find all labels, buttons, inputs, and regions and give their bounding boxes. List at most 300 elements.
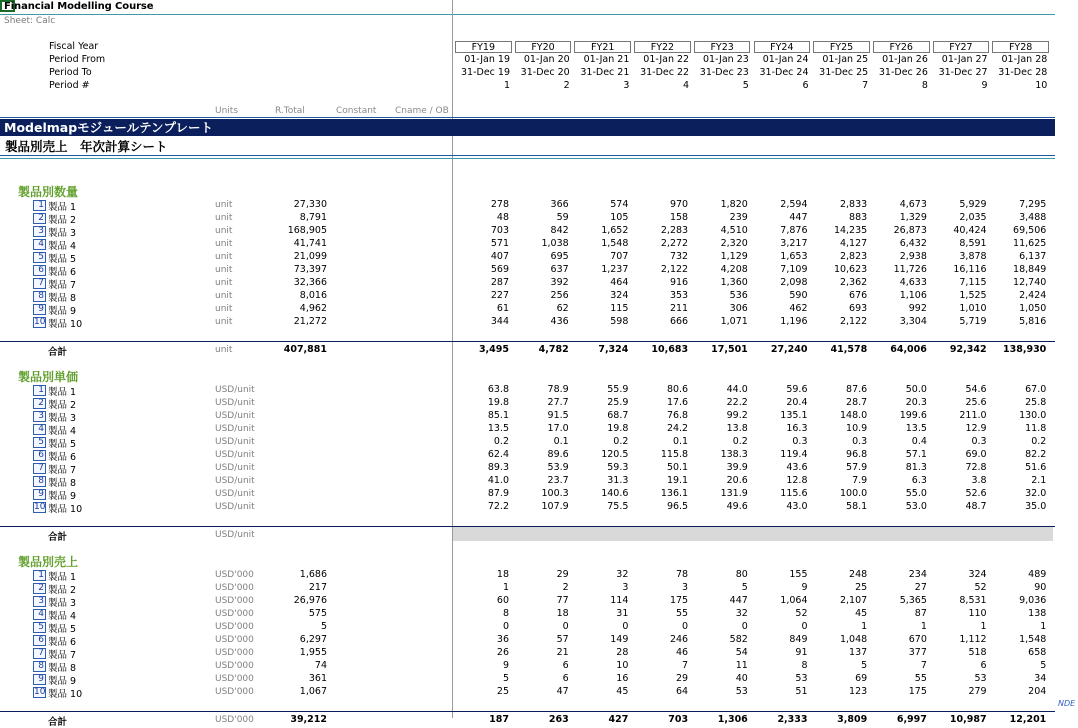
- value-cell: 81.3: [905, 462, 927, 473]
- value-cell: 377: [908, 647, 927, 658]
- value-cell: 25: [855, 582, 868, 593]
- row-index-cell: 9: [33, 674, 46, 685]
- value-cell: 3,217: [780, 238, 808, 249]
- value-cell: 105: [610, 212, 629, 223]
- value-cell: 883: [849, 212, 868, 223]
- value-cell: 637: [550, 264, 569, 275]
- value-cell: 0: [741, 621, 748, 632]
- period-to-cell: 31-Dec 23: [699, 67, 749, 78]
- row-total-cell: 575: [308, 608, 327, 619]
- product-name-cell: 製品 1: [48, 387, 77, 398]
- sum-value-cell: 10,683: [651, 344, 689, 355]
- row-total-cell: 32,366: [293, 277, 327, 288]
- value-cell: 13.5: [905, 423, 927, 434]
- product-name-cell: 製品 2: [48, 585, 77, 596]
- product-name-cell: 製品 2: [48, 215, 77, 226]
- value-cell: 32: [735, 608, 748, 619]
- value-cell: 204: [1028, 686, 1047, 697]
- value-cell: 29: [556, 569, 569, 580]
- value-cell: 76.8: [666, 410, 689, 421]
- row-total-cell: 27,330: [293, 199, 327, 210]
- value-cell: 53.0: [905, 501, 927, 512]
- value-cell: 1,329: [899, 212, 927, 223]
- sum-value-cell: 17,501: [711, 344, 748, 355]
- value-cell: 0.2: [1031, 436, 1047, 447]
- value-cell: 0: [502, 621, 509, 632]
- value-cell: 0.2: [493, 436, 509, 447]
- value-cell: 703: [490, 225, 509, 236]
- value-cell: 3,878: [959, 251, 987, 262]
- fiscal-year-label: Fiscal Year: [49, 41, 99, 52]
- value-cell: 227: [490, 290, 509, 301]
- row-index-cell: 6: [33, 265, 46, 276]
- value-cell: 6: [562, 673, 569, 684]
- fiscal-year-header: FY28: [992, 41, 1049, 53]
- period-num-cell: 8: [921, 80, 928, 91]
- value-cell: 1,112: [959, 634, 987, 645]
- value-cell: 16.3: [786, 423, 808, 434]
- fiscal-year-header: FY22: [634, 41, 691, 53]
- value-cell: 5: [502, 673, 509, 684]
- row-index-cell: 3: [33, 226, 46, 237]
- value-cell: 82.2: [1025, 449, 1047, 460]
- value-cell: 2,122: [839, 316, 868, 327]
- value-cell: 51.6: [1025, 462, 1047, 473]
- value-cell: 3,304: [899, 316, 927, 327]
- row-total-cell: 74: [314, 660, 327, 671]
- product-name-cell: 製品 9: [48, 306, 77, 317]
- product-name-cell: 製品 8: [48, 293, 77, 304]
- value-cell: 0: [622, 621, 629, 632]
- period-num-cell: 5: [742, 80, 749, 91]
- value-cell: 69,506: [1013, 225, 1047, 236]
- value-cell: 5: [741, 582, 748, 593]
- value-cell: 69: [855, 673, 868, 684]
- value-cell: 49.6: [726, 501, 748, 512]
- value-cell: 50.1: [666, 462, 689, 473]
- row-index-cell: 5: [33, 622, 46, 633]
- product-name-cell: 製品 2: [48, 400, 77, 411]
- value-cell: 12.9: [965, 423, 987, 434]
- value-cell: 57.9: [846, 462, 868, 473]
- title-divider: [0, 14, 1055, 15]
- value-cell: 4,510: [720, 225, 748, 236]
- value-cell: 2,107: [839, 595, 868, 606]
- product-name-cell: 製品 4: [48, 611, 77, 622]
- value-cell: 51: [795, 686, 808, 697]
- value-cell: 211.0: [959, 410, 987, 421]
- value-cell: 666: [669, 316, 689, 327]
- value-cell: 137: [849, 647, 868, 658]
- product-name-cell: 製品 10: [48, 504, 83, 515]
- unit-cell: USD'000: [215, 583, 254, 593]
- period-from-cell: 01-Jan 25: [822, 54, 869, 65]
- product-name-cell: 製品 5: [48, 439, 77, 450]
- value-cell: 21: [556, 647, 569, 658]
- sum-value-cell: 427: [608, 714, 629, 725]
- value-cell: 4,208: [720, 264, 748, 275]
- period-to-cell: 31-Dec 20: [520, 67, 570, 78]
- product-name-cell: 製品 4: [48, 426, 77, 437]
- value-cell: 732: [669, 251, 689, 262]
- row-total-cell: 5: [320, 621, 327, 632]
- value-cell: 53: [735, 686, 748, 697]
- value-cell: 211: [669, 303, 689, 314]
- product-name-cell: 製品 8: [48, 478, 77, 489]
- value-cell: 115.6: [780, 488, 808, 499]
- sum-value-cell: 10,987: [949, 714, 987, 725]
- value-cell: 47: [556, 686, 569, 697]
- value-cell: 324: [968, 569, 987, 580]
- sum-value-cell: 27,240: [770, 344, 808, 355]
- cname-col-header: Cname / OB: [395, 106, 449, 116]
- value-cell: 278: [490, 199, 509, 210]
- period-to-cell: 31-Dec 19: [460, 67, 510, 78]
- value-cell: 120.5: [601, 449, 629, 460]
- fiscal-year-header: FY25: [813, 41, 870, 53]
- value-cell: 6: [562, 660, 569, 671]
- unit-cell: USD'000: [215, 570, 254, 580]
- value-cell: 96.8: [846, 449, 868, 460]
- value-cell: 18: [496, 569, 509, 580]
- value-cell: 19.1: [666, 475, 689, 486]
- value-cell: 707: [610, 251, 629, 262]
- workbook-title: Financial Modelling Course: [4, 1, 154, 12]
- module-banner: Modelmapモジュールテンプレート: [0, 119, 1055, 136]
- sum-label: 合計: [48, 347, 68, 358]
- value-cell: 7: [682, 660, 689, 671]
- value-cell: 676: [849, 290, 868, 301]
- value-cell: 0: [562, 621, 569, 632]
- product-name-cell: 製品 7: [48, 280, 77, 291]
- value-cell: 353: [669, 290, 689, 301]
- value-cell: 5: [1040, 660, 1047, 671]
- value-cell: 23.7: [547, 475, 569, 486]
- value-cell: 518: [968, 647, 987, 658]
- value-cell: 17.6: [666, 397, 689, 408]
- unit-cell: USD'000: [215, 687, 254, 697]
- period-num-cell: 7: [862, 80, 869, 91]
- value-cell: 72.2: [487, 501, 509, 512]
- value-cell: 29: [676, 673, 689, 684]
- value-cell: 54.6: [965, 384, 987, 395]
- product-name-cell: 製品 9: [48, 491, 77, 502]
- sum-label: 合計: [48, 717, 68, 728]
- value-cell: 536: [729, 290, 748, 301]
- unit-cell: USD/unit: [215, 463, 255, 473]
- value-cell: 5,365: [899, 595, 927, 606]
- row-index-cell: 1: [33, 200, 46, 211]
- empty-sum-fill: [453, 527, 1053, 541]
- value-cell: 67.0: [1025, 384, 1047, 395]
- value-cell: 2,424: [1019, 290, 1047, 301]
- unit-cell: USD'000: [215, 635, 254, 645]
- value-cell: 25.8: [1025, 397, 1047, 408]
- value-cell: 234: [908, 569, 927, 580]
- unit-cell: unit: [215, 226, 233, 236]
- value-cell: 87.6: [846, 384, 868, 395]
- sum-value-cell: 3,809: [837, 714, 868, 725]
- period-from-cell: 01-Jan 19: [464, 54, 510, 65]
- value-cell: 48: [496, 212, 509, 223]
- value-cell: 59: [556, 212, 569, 223]
- sum-value-cell: 703: [668, 714, 689, 725]
- value-cell: 11,726: [893, 264, 927, 275]
- value-cell: 20.4: [786, 397, 808, 408]
- value-cell: 7,115: [959, 277, 987, 288]
- value-cell: 31: [616, 608, 629, 619]
- value-cell: 8: [801, 660, 808, 671]
- sum-row-divider: [0, 341, 1055, 342]
- value-cell: 77: [556, 595, 569, 606]
- unit-cell: USD'000: [215, 622, 254, 632]
- value-cell: 20.3: [905, 397, 927, 408]
- sum-value-cell: 92,342: [949, 344, 987, 355]
- value-cell: 11.8: [1025, 423, 1047, 434]
- row-index-cell: 10: [34, 502, 46, 512]
- value-cell: 4,633: [899, 277, 927, 288]
- value-cell: 324: [610, 290, 629, 301]
- value-cell: 107.9: [541, 501, 569, 512]
- unit-cell: unit: [215, 252, 233, 262]
- value-cell: 2,823: [839, 251, 868, 262]
- sum-total: 39,212: [290, 714, 327, 725]
- value-cell: 43.0: [786, 501, 808, 512]
- value-cell: 0: [801, 621, 808, 632]
- section-title: 製品別単価: [18, 370, 79, 384]
- value-cell: 6,432: [899, 238, 927, 249]
- value-cell: 0: [682, 621, 689, 632]
- row-index-cell: 7: [33, 278, 46, 289]
- sheet-label: Sheet: Calc: [4, 16, 56, 26]
- value-cell: 0.3: [852, 436, 868, 447]
- period-to-cell: 31-Dec 25: [819, 67, 869, 78]
- sum-unit: USD'000: [215, 715, 254, 725]
- value-cell: 87: [914, 608, 927, 619]
- value-cell: 658: [1028, 647, 1047, 658]
- value-cell: 0.3: [971, 436, 987, 447]
- value-cell: 970: [669, 199, 689, 210]
- value-cell: 34: [1034, 673, 1047, 684]
- value-cell: 590: [789, 290, 808, 301]
- value-cell: 149: [610, 634, 629, 645]
- row-index-cell: 6: [33, 635, 46, 646]
- product-name-cell: 製品 4: [48, 241, 77, 252]
- value-cell: 1: [920, 621, 927, 632]
- unit-cell: USD/unit: [215, 476, 255, 486]
- value-cell: 64: [676, 686, 689, 697]
- unit-cell: unit: [215, 291, 233, 301]
- value-cell: 80: [735, 569, 748, 580]
- row-total-cell: 73,397: [293, 264, 327, 275]
- product-name-cell: 製品 9: [48, 676, 77, 687]
- product-name-cell: 製品 10: [48, 319, 83, 330]
- period-num-cell: 6: [802, 80, 809, 91]
- value-cell: 407: [490, 251, 509, 262]
- value-cell: 114: [610, 595, 629, 606]
- value-cell: 256: [550, 290, 569, 301]
- value-cell: 46: [676, 647, 689, 658]
- value-cell: 96.5: [666, 501, 689, 512]
- sum-value-cell: 2,333: [777, 714, 808, 725]
- period-from-cell: 01-Jan 26: [882, 54, 928, 65]
- unit-cell: unit: [215, 265, 233, 275]
- fiscal-year-header: FY19: [455, 41, 512, 53]
- period-to-cell: 31-Dec 22: [640, 67, 690, 78]
- value-cell: 8,531: [959, 595, 987, 606]
- row-total-cell: 1,955: [299, 647, 327, 658]
- value-cell: 44.0: [726, 384, 748, 395]
- value-cell: 28: [616, 647, 629, 658]
- value-cell: 0.2: [732, 436, 748, 447]
- value-cell: 136.1: [660, 488, 689, 499]
- row-total-cell: 217: [308, 582, 327, 593]
- value-cell: 2,272: [660, 238, 689, 249]
- value-cell: 5,719: [959, 316, 987, 327]
- value-cell: 16: [616, 673, 629, 684]
- value-cell: 693: [849, 303, 868, 314]
- value-cell: 1,237: [601, 264, 629, 275]
- unit-cell: unit: [215, 213, 233, 223]
- product-name-cell: 製品 1: [48, 202, 77, 213]
- value-cell: 2,035: [959, 212, 987, 223]
- value-cell: 25: [496, 686, 509, 697]
- value-cell: 287: [490, 277, 509, 288]
- value-cell: 464: [610, 277, 629, 288]
- value-cell: 992: [908, 303, 927, 314]
- rtotal-col-header: R.Total: [275, 106, 305, 116]
- sum-unit: unit: [215, 345, 233, 355]
- value-cell: 45: [616, 686, 629, 697]
- value-cell: 55.9: [607, 384, 629, 395]
- value-cell: 61: [496, 303, 509, 314]
- value-cell: 69.0: [965, 449, 987, 460]
- value-cell: 2.1: [1031, 475, 1047, 486]
- value-cell: 35.0: [1025, 501, 1047, 512]
- value-cell: 52: [795, 608, 808, 619]
- row-index-cell: 7: [33, 648, 46, 659]
- row-index-cell: 6: [33, 450, 46, 461]
- value-cell: 89.3: [487, 462, 509, 473]
- unit-cell: unit: [215, 239, 233, 249]
- product-name-cell: 製品 1: [48, 572, 77, 583]
- value-cell: 78.9: [547, 384, 569, 395]
- row-index-cell: 4: [33, 424, 46, 435]
- row-index-cell: 9: [33, 489, 46, 500]
- unit-cell: USD/unit: [215, 424, 255, 434]
- value-cell: 9: [502, 660, 509, 671]
- value-cell: 1: [980, 621, 987, 632]
- row-index-cell: 8: [33, 661, 46, 672]
- sum-unit: USD/unit: [215, 530, 255, 540]
- sum-value-cell: 7,324: [598, 344, 629, 355]
- value-cell: 58.1: [846, 501, 868, 512]
- value-cell: 57.1: [905, 449, 927, 460]
- value-cell: 55: [914, 673, 927, 684]
- unit-cell: unit: [215, 317, 233, 327]
- value-cell: 1,653: [780, 251, 808, 262]
- value-cell: 7: [920, 660, 927, 671]
- value-cell: 239: [729, 212, 748, 223]
- value-cell: 248: [849, 569, 868, 580]
- value-cell: 2,594: [780, 199, 808, 210]
- row-index-cell: 3: [33, 411, 46, 422]
- row-index-cell: 5: [33, 437, 46, 448]
- value-cell: 5,816: [1019, 316, 1047, 327]
- value-cell: 52.6: [965, 488, 987, 499]
- fiscal-year-header: FY23: [694, 41, 751, 53]
- value-cell: 9,036: [1019, 595, 1047, 606]
- product-name-cell: 製品 10: [48, 689, 83, 700]
- value-cell: 148.0: [839, 410, 868, 421]
- value-cell: 10,623: [833, 264, 868, 275]
- unit-cell: unit: [215, 278, 233, 288]
- value-cell: 1,106: [899, 290, 927, 301]
- row-index-cell: 1: [33, 385, 46, 396]
- value-cell: 119.4: [780, 449, 808, 460]
- sum-value-cell: 1,306: [717, 714, 748, 725]
- value-cell: 32: [616, 569, 629, 580]
- corner-mark: NDE: [1058, 699, 1076, 708]
- value-cell: 89.6: [547, 449, 569, 460]
- row-index-cell: 3: [33, 596, 46, 607]
- sum-value-cell: 12,201: [1009, 714, 1047, 725]
- period-to-label: Period To: [49, 67, 92, 78]
- unit-cell: USD'000: [215, 661, 254, 671]
- value-cell: 670: [908, 634, 927, 645]
- fiscal-year-header: FY20: [515, 41, 572, 53]
- value-cell: 55.0: [905, 488, 927, 499]
- value-cell: 0.1: [672, 436, 689, 447]
- value-cell: 571: [490, 238, 509, 249]
- row-index-cell: 7: [33, 463, 46, 474]
- value-cell: 2,938: [899, 251, 927, 262]
- value-cell: 40,424: [953, 225, 987, 236]
- value-cell: 695: [550, 251, 569, 262]
- value-cell: 55: [676, 608, 689, 619]
- product-name-cell: 製品 7: [48, 465, 77, 476]
- value-cell: 1,196: [780, 316, 808, 327]
- value-cell: 57: [556, 634, 569, 645]
- value-cell: 11,625: [1013, 238, 1047, 249]
- row-index-cell: 10: [34, 317, 46, 327]
- product-name-cell: 製品 3: [48, 228, 77, 239]
- value-cell: 11: [735, 660, 748, 671]
- constant-col-header: Constant: [336, 106, 377, 116]
- value-cell: 8,591: [959, 238, 987, 249]
- unit-cell: USD/unit: [215, 385, 255, 395]
- value-cell: 19.8: [487, 397, 509, 408]
- fiscal-year-header: FY27: [933, 41, 990, 53]
- value-cell: 87.9: [487, 488, 509, 499]
- value-cell: 10: [616, 660, 629, 671]
- value-cell: 3.8: [971, 475, 987, 486]
- value-cell: 25.6: [965, 397, 987, 408]
- section-title: 製品別数量: [18, 185, 79, 199]
- value-cell: 344: [490, 316, 509, 327]
- row-total-cell: 26,976: [293, 595, 327, 606]
- sheet-banner: 製品別売上 年次計算シート: [5, 139, 168, 154]
- value-cell: 1,360: [720, 277, 748, 288]
- value-cell: 5: [861, 660, 868, 671]
- row-index-cell: 4: [33, 239, 46, 250]
- period-to-cell: 31-Dec 26: [878, 67, 928, 78]
- value-cell: 0.1: [553, 436, 569, 447]
- value-cell: 155: [789, 569, 808, 580]
- value-cell: 4,127: [839, 238, 868, 249]
- unit-cell: USD/unit: [215, 437, 255, 447]
- value-cell: 175: [908, 686, 927, 697]
